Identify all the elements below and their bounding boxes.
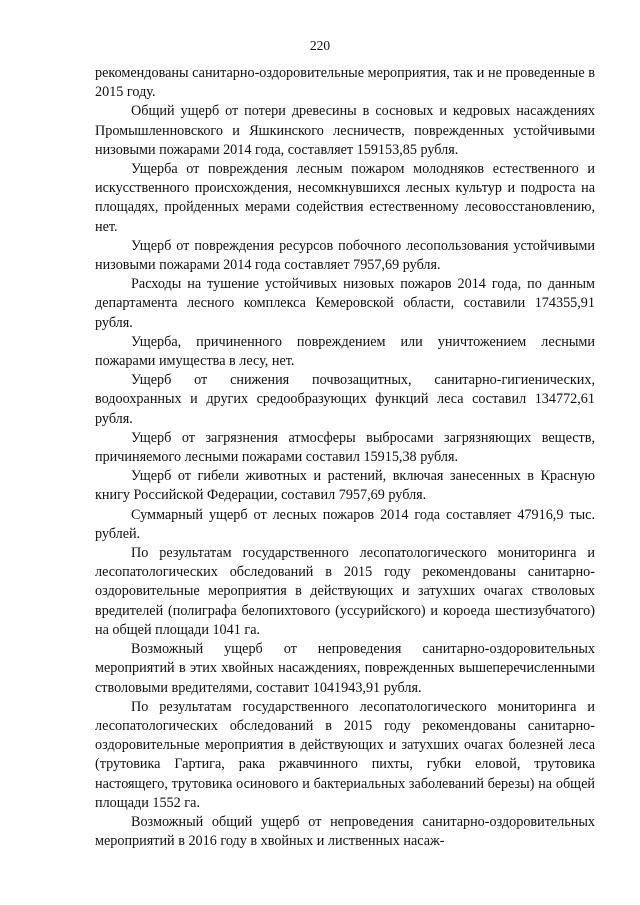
paragraph-stem-pests-recommendations: По результатам государственного лесопатологического мониторинга и лесопатологических обследований в 2015 году рекомендованы санитарно-оздоровительные мероприятия в действующих и затухших очагах стволовых вредителей (полиграфа белопихтового (уссурийского) и короеда шестизубчатого) на общей площади 1041 га. <box>95 545 595 638</box>
paragraph-young-growth-damage: Ущерба от повреждения лесным пожаром молодняков естественного и искусственного происхождения, несомкнувшихся лесных культур и подроста на площадях, пройденных мерами содействия естественному лесовосстановлению, нет. <box>95 161 595 235</box>
paragraph-total-damage: Суммарный ущерб от лесных пожаров 2014 года составляет 47916,9 тыс. рублей. <box>95 506 595 542</box>
paragraph-timber-loss: Общий ущерб от потери древесины в сосновых и кедровых насаждениях Промышленновского и Яшкинского лесничеств, поврежденных устойчивыми низовыми пожарами 2014 года, составляет 159153,85 рубля. <box>95 103 595 158</box>
paragraph-wildlife-damage: Ущерб от гибели животных и растений, включая занесенных в Красную книгу Российской Федерации, составил 7957,69 рубля. <box>95 468 595 504</box>
page-number: 220 <box>309 38 331 53</box>
paragraph-side-resources-damage: Ущерб от повреждения ресурсов побочного лесопользования устойчивыми низовыми пожарами 2014 года составляет 7957,69 рубля. <box>95 237 595 274</box>
paragraph-protective-functions-damage: Ущерб от снижения почвозащитных, санитарно-гигиенических, водоохранных и других средообразующих функций леса составил 134772,61 рубля. <box>95 372 595 427</box>
paragraph-forest-diseases-recommendations: По результатам государственного лесопатологического мониторинга и лесопатологических обследований в 2015 году рекомендованы санитарно-оздоровительные мероприятия в действующих и затухших очагах болезней леса (трутовика Гартига, рака ржавчинного пихты, губки еловой, трутовика настоящего, трутовика осинового и бактериальных заболеваний березы) на общей площади 1552 га. <box>95 698 595 811</box>
paragraph-total-possible-damage: Возможный общий ущерб от непроведения санитарно-оздоровительных мероприятий в 2016 году в хвойных и лиственных насаж- <box>95 813 595 850</box>
paragraph-property-damage: Ущерба, причиненного повреждением или уничтожением лесными пожарами имущества в лесу, нет. <box>95 333 595 370</box>
paragraph-stem-pests-possible-damage: Возможный ущерб от непроведения санитарно-оздоровительных мероприятий в этих хвойных насаждениях, поврежденных вышеперечисленными стволовыми вредителями, составит 1041943,91 рубля. <box>95 641 595 696</box>
paragraph-continuation: рекомендованы санитарно-оздоровительные мероприятия, так и не проведенные в 2015 году. <box>95 65 595 101</box>
paragraph-air-pollution-damage: Ущерб от загрязнения атмосферы выбросами загрязняющих веществ, причиняемого лесными пожарами составил 15915,38 рубля. <box>95 429 595 466</box>
paragraph-firefighting-costs: Расходы на тушение устойчивых низовых пожаров 2014 года, по данным департамента лесного комплекса Кемеровской области, составили 174355,91 рубля. <box>95 276 595 331</box>
document-body <box>95 64 595 851</box>
